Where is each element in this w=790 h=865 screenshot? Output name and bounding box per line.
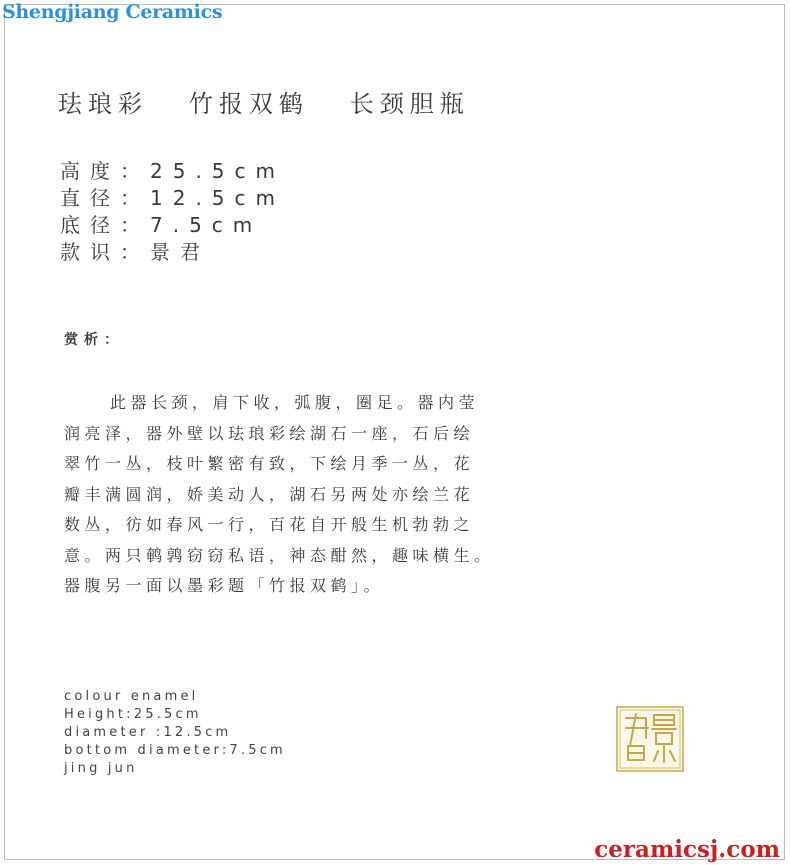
appreciation-line: 此器长颈，肩下收，弧腹，圈足。器内莹 xyxy=(110,393,480,412)
spec-mark: 款识：景君 xyxy=(60,240,210,264)
english-line: Height:25.5cm xyxy=(64,707,202,722)
page-title: 珐琅彩 竹报双鹤 长颈胆瓶 xyxy=(58,90,470,118)
english-line: bottom diameter:7.5cm xyxy=(64,743,286,758)
english-specs xyxy=(64,688,286,778)
appreciation-line: 瓣丰满圆润，娇美动人，湖石另两处亦绘兰花 xyxy=(64,484,475,504)
appreciation-line: 翠竹一丛，枝叶繁密有致，下绘月季一丛，花 xyxy=(64,454,475,473)
brand-watermark: Shengjiang Ceramics xyxy=(2,1,223,23)
appreciation-line: 器腹另一面以墨彩题「竹报双鹤」。 xyxy=(64,576,385,595)
spec-base-diameter: 底径：7.5cm xyxy=(60,213,263,237)
site-watermark: ceramicsj.com xyxy=(594,836,780,863)
spec-height: 高度：25.5cm xyxy=(60,159,286,183)
appreciation-line: 数丛，彷如春风一行，百花自开般生机勃勃之 xyxy=(64,515,475,534)
appreciation-text xyxy=(64,388,556,602)
appreciation-line: 润亮泽，器外壁以珐琅彩绘湖石一座，石后绘 xyxy=(64,423,475,443)
appreciation-line: 意。两只鹌鹑窃窃私语，神态酣然，趣味横生。 xyxy=(64,545,495,565)
english-line: colour enamel xyxy=(64,689,199,704)
maker-seal-icon xyxy=(616,706,684,772)
spec-list xyxy=(60,158,285,266)
english-line: jing jun xyxy=(64,761,138,776)
appreciation-heading: 赏析： xyxy=(64,332,124,348)
english-line: diameter :12.5cm xyxy=(64,725,232,740)
spec-diameter: 直径：12.5cm xyxy=(60,186,286,210)
